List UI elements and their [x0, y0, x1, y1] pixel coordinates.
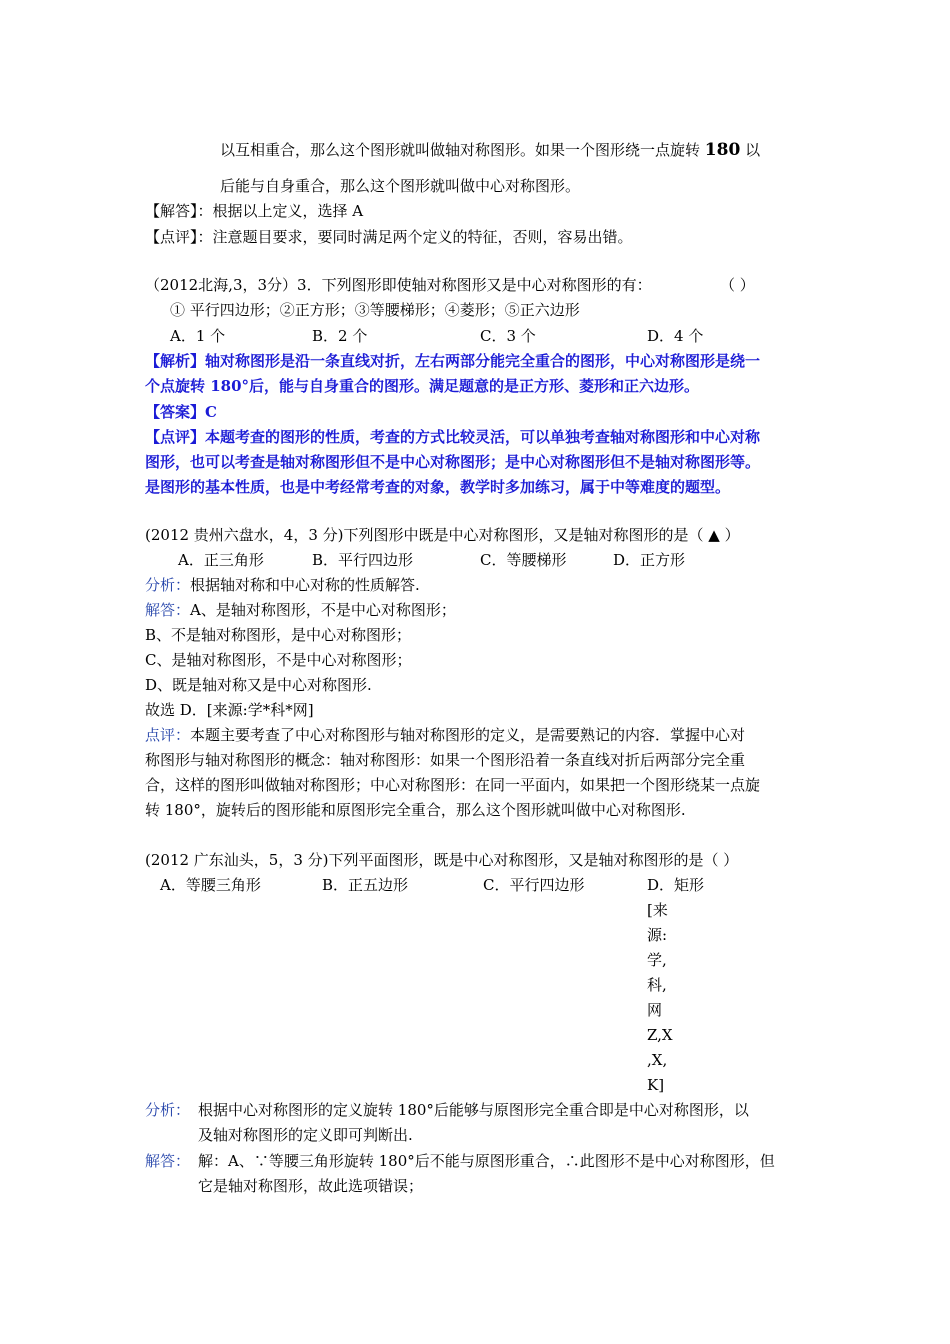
option-c: C．平行四边形 — [483, 876, 585, 894]
review-text-1: 本题主要考查了中心对称图形与轴对称图形的定义，是需要熟记的内容．掌握中心对 — [190, 726, 746, 744]
question-stem: (2012 广东汕头，5，3 分)下列平面图形，既是中心对称图形，又是轴对称图形的是（ ） — [145, 851, 739, 869]
review-line-3: 是图形的基本性质，也是中考经常考查的对象，教学时多加练习，属于中等难度的题型。 — [145, 478, 731, 496]
option-a: A．正三角形 — [178, 551, 264, 569]
continuation-suffix: 以 — [745, 141, 761, 159]
review-line-2: 图形，也可以考查是轴对称图形但不是中心对称图形；是中心对称图形但不是轴对称图形等。 — [145, 453, 761, 471]
source-fragment-7: ,X, — [647, 1051, 668, 1069]
source-fragment-5: 网 — [647, 1001, 663, 1019]
solution-line-2: 它是轴对称图形，故此选项错误； — [198, 1177, 424, 1195]
question-stem: (2012 贵州六盘水，4，3 分)下列图形中既是中心对称图形，又是轴对称图形的是（ ▲ ） — [145, 526, 740, 544]
continuation-line-2: 后能与自身重合，那么这个图形就叫做中心对称图形。 — [220, 177, 581, 195]
review-line-4: 转 180°，旋转后的图形能和原图形完全重合，那么这个图形就叫做中心对称图形. — [145, 801, 686, 819]
answer-line: 【答案】C — [145, 403, 217, 421]
solution-label: 解答： — [145, 601, 191, 619]
solution-line-c: C、是轴对称图形，不是中心对称图形； — [145, 651, 412, 669]
review-line-3: 合，这样的图形叫做轴对称图形；中心对称图形：在同一平面内，如果把一个图形绕某一点旋 — [145, 776, 761, 794]
solution-a: A、是轴对称图形，不是中心对称图形； — [190, 601, 456, 619]
option-b: B．2 个 — [312, 327, 368, 345]
analysis-text: 根据轴对称和中心对称的性质解答. — [190, 576, 420, 594]
solution-line-d: D、既是轴对称又是中心对称图形. — [145, 676, 372, 694]
solution-line-a — [145, 600, 456, 620]
option-b: B．正五边形 — [322, 876, 409, 894]
option-b: B．平行四边形 — [312, 551, 414, 569]
option-d: D．正方形 — [613, 551, 686, 569]
analysis-line — [145, 575, 420, 595]
option-a: A．1 个 — [170, 327, 226, 345]
question-items: ① 平行四边形；②正方形；③等腰梯形；④菱形；⑤正六边形 — [170, 301, 580, 319]
review-line-1: 【点评】本题考查的图形的性质，考查的方式比较灵活，可以单独考查轴对称图形和中心对称 — [145, 428, 761, 446]
option-d: D．矩形 — [647, 876, 705, 894]
option-c: C．等腰梯形 — [480, 551, 567, 569]
analysis-line-2: 个点旋转 180°后，能与自身重合的图形。满足题意的是正方形、菱形和正六边形。 — [145, 377, 700, 395]
option-c: C．3 个 — [480, 327, 536, 345]
review-line-1 — [145, 725, 745, 745]
answer-paren: （ ） — [720, 276, 755, 294]
analysis-label: 分析： — [145, 576, 191, 594]
option-a: A．等腰三角形 — [160, 876, 261, 894]
source-fragment-4: 科, — [647, 976, 667, 994]
source-fragment-6: Z,X — [647, 1026, 673, 1044]
continuation-line-1 — [220, 140, 760, 160]
solution-label: 解答： — [145, 1152, 191, 1170]
choose-line: 故选 D．[来源:学*科*网] — [145, 701, 314, 719]
review-line: 【点评】：注意题目要求，要同时满足两个定义的特征，否则，容易出错。 — [145, 228, 633, 246]
review-line-2: 称图形与轴对称图形的概念：轴对称图形：如果一个图形沿着一条直线对折后两部分完全重 — [145, 751, 746, 769]
analysis-label: 分析： — [145, 1101, 191, 1119]
analysis-line-1: 根据中心对称图形的定义旋转 180°后能够与原图形完全重合即是中心对称图形，以 — [198, 1101, 749, 1119]
rotation-number: 180 — [704, 140, 741, 160]
source-fragment-1: [来 — [647, 901, 668, 919]
question-stem: （2012北海,3，3分）3．下列图形即使轴对称图形又是中心对称图形的有： — [145, 276, 652, 294]
solution-line-b: B、不是轴对称图形，是中心对称图形； — [145, 626, 412, 644]
solution-line-1: 解：A、∵等腰三角形旋转 180°后不能与原图形重合，∴此图形不是中心对称图形，但 — [198, 1152, 775, 1170]
answer-line: 【解答】：根据以上定义，选择 A — [145, 202, 364, 220]
option-d: D．4 个 — [647, 327, 704, 345]
analysis-line-1: 【解析】轴对称图形是沿一条直线对折，左右两部分能完全重合的图形，中心对称图形是绕一 — [145, 352, 761, 370]
source-fragment-8: K] — [647, 1076, 665, 1094]
continuation-text: 以互相重合，那么这个图形就叫做轴对称图形。如果一个图形绕一点旋转 — [220, 141, 701, 159]
source-fragment-2: 源: — [647, 926, 668, 944]
source-fragment-3: 学, — [647, 951, 667, 969]
review-label: 点评： — [145, 726, 191, 744]
analysis-line-2: 及轴对称图形的定义即可判断出. — [198, 1126, 413, 1144]
